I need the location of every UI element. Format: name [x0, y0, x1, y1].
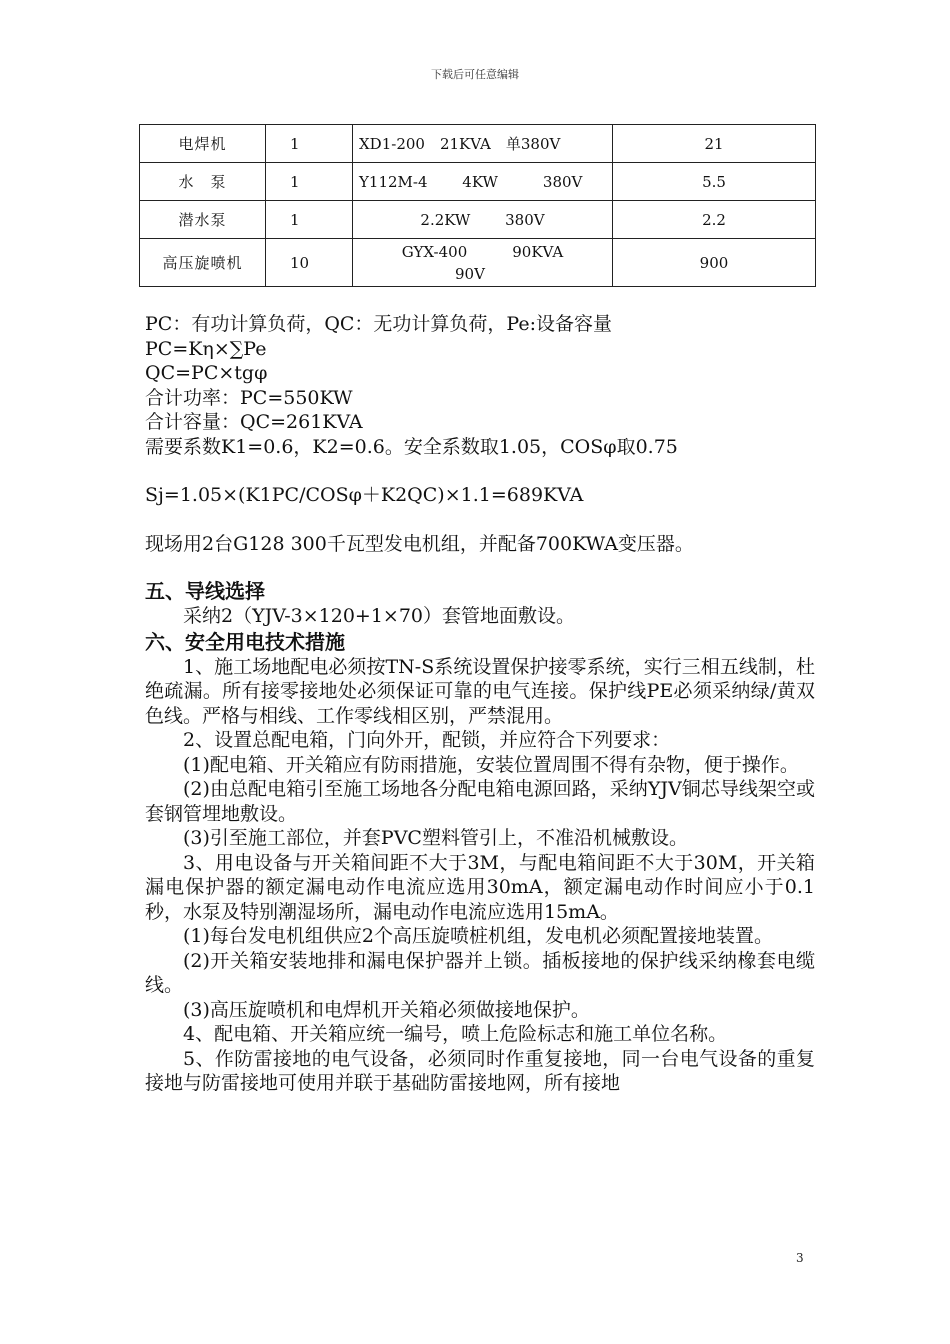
section-paragraph: (2)由总配电箱引至施工场地各分配电箱电源回路，采纳YJV铜芯导线架空或套钢管埋地敷设。	[145, 778, 815, 825]
equipment-model-continued: 90V	[455, 264, 485, 283]
equipment-name: 潜水泵	[140, 201, 266, 239]
equipment-quantity: 1	[266, 163, 353, 201]
section-paragraph: 4、配电箱、开关箱应统一编号，喷上危险标志和施工单位名称。	[183, 1023, 728, 1045]
sj-formula: Sj=1.05×(K1PC/COSφ＋K2QC)×1.1=689KVA	[145, 484, 584, 506]
table-row	[140, 163, 816, 201]
equipment-model-cell	[353, 125, 613, 163]
equipment-model: Y112M-4 4KW 380V	[359, 172, 583, 191]
section-paragraph: (3)引至施工部位，并套PVC塑料管引上，不准沿机械敷设。	[183, 827, 688, 849]
equipment-model: XD1-200 21KVA 单380V	[359, 134, 561, 153]
page-header-note: 下载后可任意编辑	[431, 68, 519, 81]
formula-definitions: PC：有功计算负荷，QC：无功计算负荷，Pe:设备容量	[145, 313, 613, 335]
total-power: 合计功率：PC=550KW	[145, 386, 353, 409]
equipment-power: 900	[613, 239, 816, 287]
equipment-table	[139, 124, 816, 287]
equipment-name: 高压旋喷机	[140, 239, 266, 287]
section-paragraph: 1、施工场地配电必须按TN-S系统设置保护接零系统，实行三相五线制，杜绝疏漏。所有接零接地处必须保证可靠的电气连接。保护线PE必须采纳绿/黄双色线。严格与相线、工作零线相区别，严禁混用。	[145, 655, 815, 727]
section-paragraph: (3)高压旋喷机和电焊机开关箱必须做接地保护。	[183, 998, 590, 1021]
qc-formula: QC=PC×tgφ	[145, 362, 268, 384]
section-paragraph: (1)每台发电机组供应2个高压旋喷桩机组，发电机必须配置接地装置。	[183, 925, 774, 947]
section-paragraph: 5、作防雷接地的电气设备，必须同时作重复接地，同一台电气设备的重复接地与防雷接地可使用并联于基础防雷接地网，所有接地	[145, 1047, 815, 1094]
equipment-model-cell	[353, 239, 613, 287]
table-row	[140, 239, 816, 287]
equipment-power: 21	[613, 125, 816, 163]
equipment-model-cell	[353, 163, 613, 201]
document-body	[145, 312, 815, 1096]
site-generators: 现场用2台G128 300千瓦型发电机组，并配备700KWA变压器。	[145, 532, 694, 555]
equipment-model: 2.2KW 380V	[420, 210, 545, 229]
total-capacity: 合计容量：QC=261KVA	[145, 411, 363, 433]
table-row	[140, 201, 816, 239]
equipment-name: 水 泵	[140, 163, 266, 201]
section-heading-electrical-safety: 六、安全用电技术措施	[145, 629, 345, 654]
coefficients: 需要系数K1=0.6，K2=0.6。安全系数取1.05，COSφ取0.75	[145, 435, 678, 458]
equipment-power: 5.5	[613, 163, 816, 201]
equipment-model-cell	[353, 201, 613, 239]
section-paragraph: 3、用电设备与开关箱间距不大于3M，与配电箱间距不大于30M，开关箱漏电保护器的额定漏电动作电流应选用30mA，额定漏电动作时间应小于0.1秒，水泵及特别潮湿场所，漏电动作电流应选用15mA。	[145, 851, 815, 923]
equipment-quantity: 10	[266, 239, 353, 287]
equipment-power: 2.2	[613, 201, 816, 239]
section-paragraph: 采纳2（YJV-3×120+1×70）套管地面敷设。	[183, 605, 576, 627]
section-paragraph: 2、设置总配电箱，门向外开，配锁，并应符合下列要求：	[183, 729, 671, 751]
equipment-model: GYX-400 90KVA	[401, 242, 564, 261]
section-heading-wire-selection: 五、导线选择	[145, 579, 265, 603]
pc-formula: PC=Kη×∑Pe	[145, 337, 267, 360]
equipment-name: 电焊机	[140, 125, 266, 163]
page-number: 3	[796, 1251, 804, 1265]
section-paragraph: (2)开关箱安装地排和漏电保护器并上锁。插板接地的保护线采纳橡套电缆线。	[145, 949, 815, 996]
equipment-quantity: 1	[266, 201, 353, 239]
section-paragraph: (1)配电箱、开关箱应有防雨措施，安装位置周围不得有杂物，便于操作。	[183, 753, 799, 776]
table-row	[140, 125, 816, 163]
equipment-quantity: 1	[266, 125, 353, 163]
